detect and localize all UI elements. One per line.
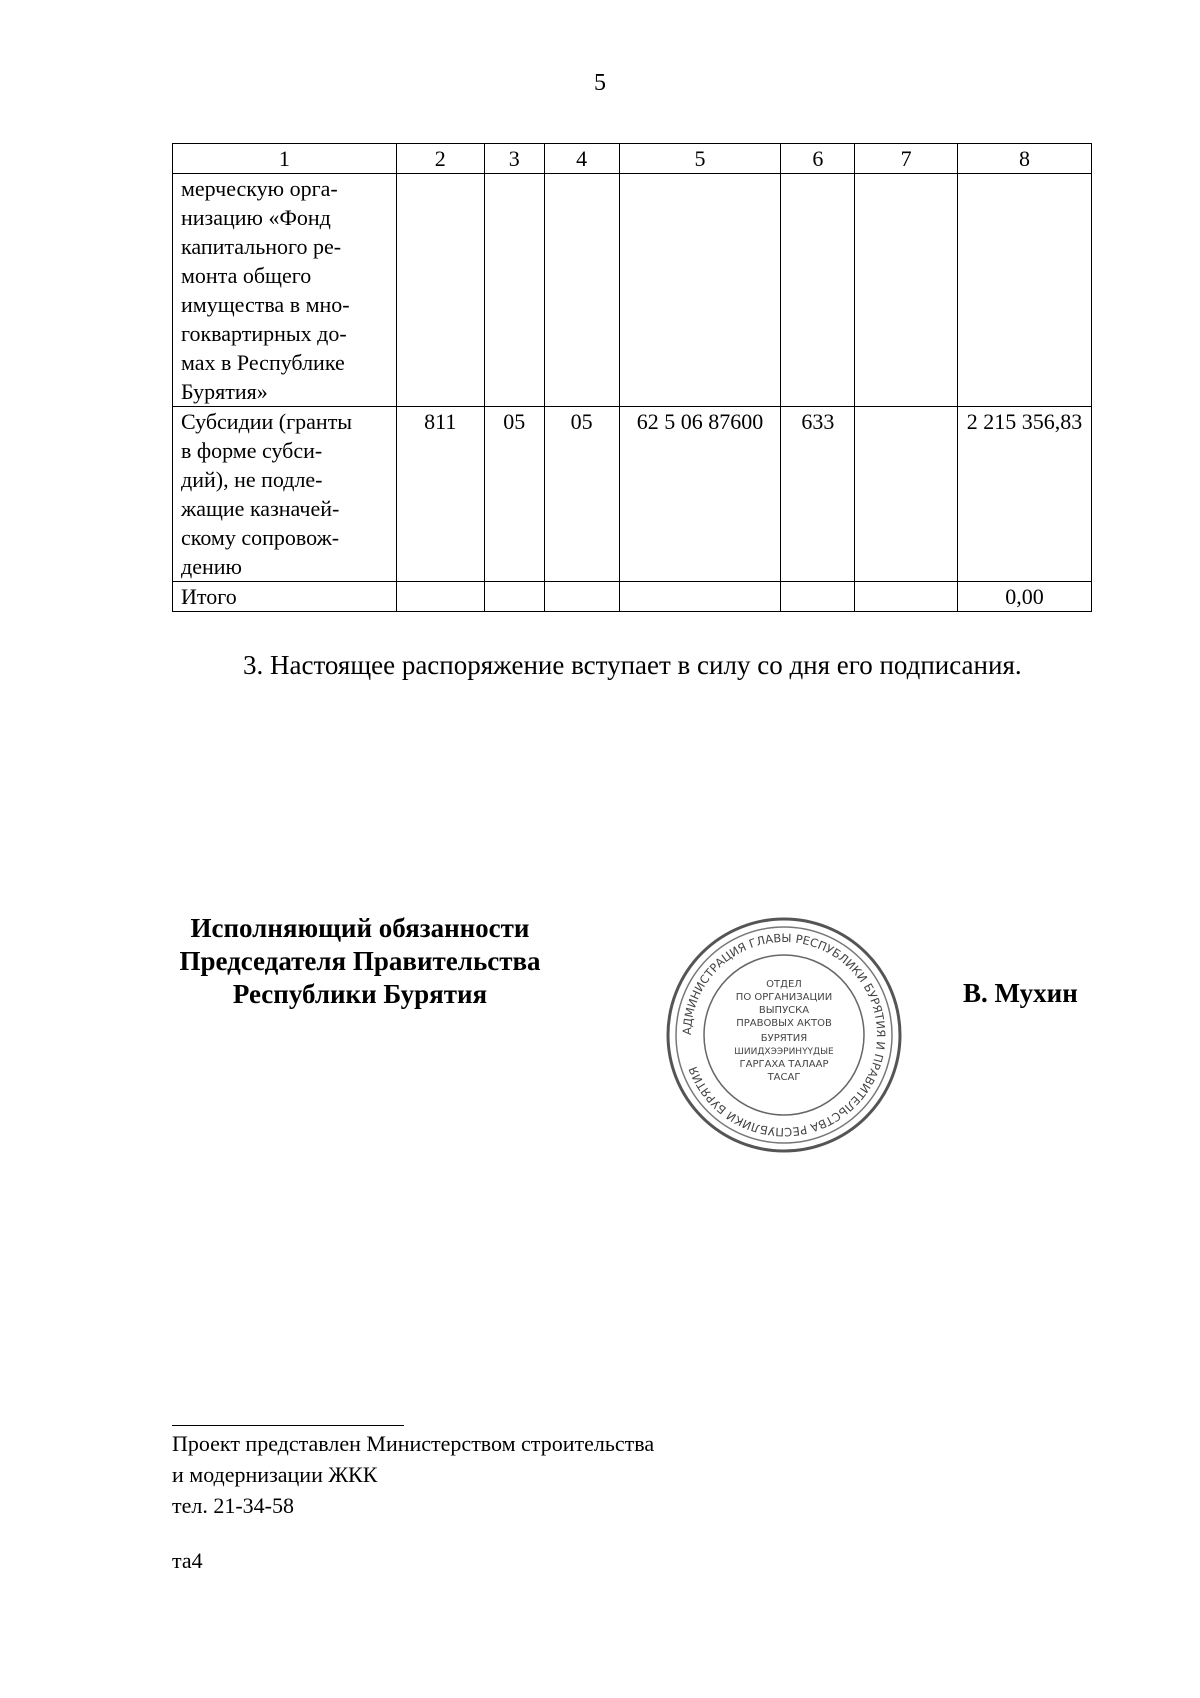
footnote-divider: [172, 1425, 404, 1426]
footnote-line: Проект представлен Министерством строительства: [172, 1431, 655, 1456]
column-header: 2: [396, 144, 484, 174]
table-cell-description: мерческую орга- низацию «Фонд капитального ре- монта общего имущества в мно- гоквартирных до- мах в Республике Бурятия»: [173, 174, 397, 407]
table-cell: 05: [484, 407, 544, 582]
footnote-line: и модернизации ЖКК: [172, 1462, 378, 1487]
column-header: 7: [855, 144, 958, 174]
column-header: 1: [173, 144, 397, 174]
table-cell: [396, 174, 484, 407]
stamp-inner-line: ПО ОРГАНИЗАЦИИ: [735, 992, 833, 1003]
table-cell: [619, 582, 781, 612]
table-cell: [781, 174, 855, 407]
column-header: 5: [619, 144, 781, 174]
table-cell: 62 5 06 87600: [619, 407, 781, 582]
document-code: та4: [172, 1548, 203, 1573]
column-header: 4: [544, 144, 619, 174]
table-cell: [484, 582, 544, 612]
stamp-inner-line: ГАРГАХА ТАЛААР: [739, 1059, 829, 1070]
column-header: 3: [484, 144, 544, 174]
signer-name: В. Мухин: [963, 978, 1078, 1008]
table-cell: [484, 174, 544, 407]
table-cell: 633: [781, 407, 855, 582]
stamp-inner-line: ВЫПУСКА: [758, 1005, 810, 1016]
table-cell: [544, 174, 619, 407]
clause-text: 3. Настоящее распоряжение вступает в силу со дня его подписания.: [243, 650, 1022, 680]
page-number: 5: [594, 70, 606, 96]
table-cell: [855, 174, 958, 407]
stamp-inner-line: ШИИДХЭЭРИНҮҮДЫЕ: [734, 1047, 834, 1057]
column-header: 6: [781, 144, 855, 174]
table-cell: [544, 582, 619, 612]
signatory-position: Исполняющий обязанности Председателя Правительства Республики Бурятия: [179, 913, 541, 1009]
table-row: [173, 174, 1092, 407]
total-label: Итого: [173, 582, 397, 612]
table-cell-description: Субсидии (гранты в форме субси- дий), не подле- жащие казначей- скому сопровож- дению: [173, 407, 397, 582]
official-stamp: [664, 915, 904, 1155]
stamp-outer-text: АДМИНИСТРАЦИЯ ГЛАВЫ РЕСПУБЛИКИ БУРЯТИЯ И ПРАВИТЕЛЬСТВА РЕСПУБЛИКИ БУРЯТИЯ: [679, 930, 889, 1140]
table-cell: [855, 582, 958, 612]
table-cell-amount: 2 215 356,83: [958, 407, 1092, 582]
footnote-line: тел. 21-34-58: [172, 1493, 295, 1518]
table-cell: 05: [544, 407, 619, 582]
table-cell: [396, 582, 484, 612]
table-row: [173, 407, 1092, 582]
table-cell: [619, 174, 781, 407]
table-total-row: [173, 582, 1092, 612]
table-cell: 811: [396, 407, 484, 582]
table-cell: [855, 407, 958, 582]
footnote: [172, 1428, 654, 1521]
stamp-inner-line: БУРЯТИЯ: [760, 1033, 808, 1044]
table-cell: [958, 174, 1092, 407]
table-cell: [781, 582, 855, 612]
column-header: 8: [958, 144, 1092, 174]
budget-table: [172, 143, 1092, 612]
stamp-inner-line: ОТДЕЛ: [766, 979, 802, 990]
table-header-row: [173, 144, 1092, 174]
stamp-inner-line: ТАСАГ: [767, 1072, 801, 1083]
total-amount: 0,00: [958, 582, 1092, 612]
stamp-inner-line: ПРАВОВЫХ АКТОВ: [736, 1018, 832, 1029]
